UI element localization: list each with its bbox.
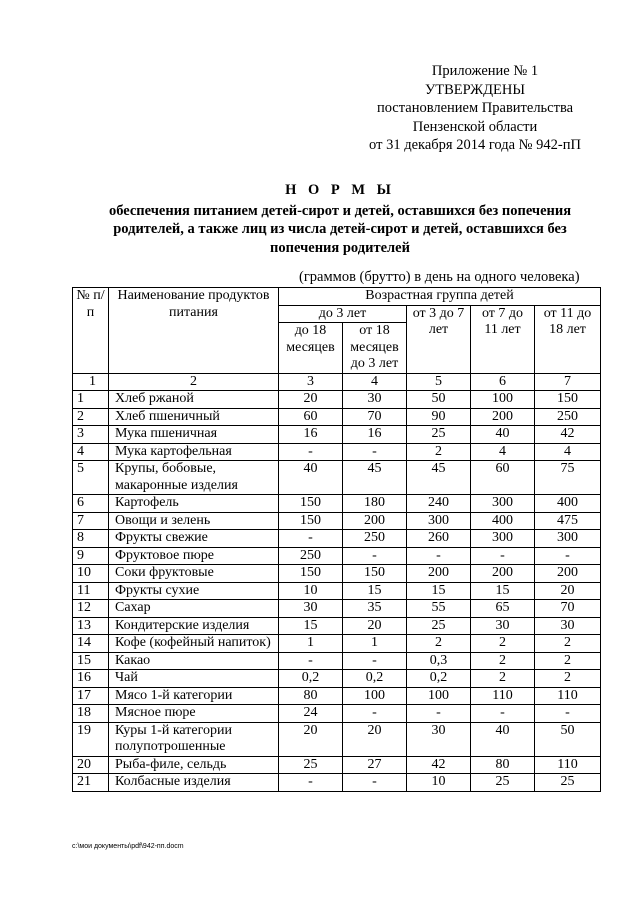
table-row (73, 756, 601, 774)
value-11-to-18: 200 (535, 565, 601, 583)
value-7-to-11: 2 (471, 652, 535, 670)
col-header-under-18-months: до 18 месяцев (279, 323, 343, 374)
value-18-months-to-3: 70 (343, 408, 407, 426)
value-under-18-months: 60 (279, 408, 343, 426)
value-7-to-11: - (471, 547, 535, 565)
col-header-7-to-11: от 7 до 11 лет (471, 305, 535, 373)
row-number: 2 (73, 408, 109, 426)
value-7-to-11: 300 (471, 530, 535, 548)
table-row (73, 635, 601, 653)
value-18-months-to-3: 15 (343, 582, 407, 600)
value-18-months-to-3: 20 (343, 617, 407, 635)
value-under-18-months: 20 (279, 722, 343, 756)
value-18-months-to-3: - (343, 547, 407, 565)
table-row (73, 565, 601, 583)
row-number: 11 (73, 582, 109, 600)
row-number: 8 (73, 530, 109, 548)
row-number: 18 (73, 705, 109, 723)
value-18-months-to-3: 250 (343, 530, 407, 548)
row-number: 20 (73, 756, 109, 774)
value-7-to-11: 65 (471, 600, 535, 618)
product-name: Какао (109, 652, 279, 670)
value-11-to-18: 75 (535, 461, 601, 495)
value-under-18-months: 16 (279, 426, 343, 444)
column-number: 5 (407, 373, 471, 391)
value-7-to-11: 80 (471, 756, 535, 774)
value-11-to-18: 70 (535, 600, 601, 618)
value-3-to-7: 260 (407, 530, 471, 548)
value-7-to-11: 400 (471, 512, 535, 530)
value-under-18-months: 80 (279, 687, 343, 705)
table-row (73, 652, 601, 670)
product-name: Фруктовое пюре (109, 547, 279, 565)
value-11-to-18: - (535, 705, 601, 723)
table-row (73, 582, 601, 600)
value-18-months-to-3: 100 (343, 687, 407, 705)
value-3-to-7: 45 (407, 461, 471, 495)
value-11-to-18: 110 (535, 756, 601, 774)
title-heading: Н О Р М Ы (285, 182, 395, 198)
value-11-to-18: 400 (535, 495, 601, 513)
value-11-to-18: 42 (535, 426, 601, 444)
value-11-to-18: 20 (535, 582, 601, 600)
table-row (73, 774, 601, 792)
column-number: 2 (109, 373, 279, 391)
row-number: 5 (73, 461, 109, 495)
value-18-months-to-3: 180 (343, 495, 407, 513)
col-header-11-to-18: от 11 до 18 лет (535, 305, 601, 373)
value-7-to-11: 25 (471, 774, 535, 792)
table-row (73, 408, 601, 426)
table-row (73, 617, 601, 635)
table-row (73, 687, 601, 705)
value-11-to-18: 50 (535, 722, 601, 756)
value-7-to-11: - (471, 705, 535, 723)
value-18-months-to-3: 45 (343, 461, 407, 495)
approval-line-2: Пензенской области (412, 118, 538, 135)
value-11-to-18: 475 (535, 512, 601, 530)
value-7-to-11: 110 (471, 687, 535, 705)
table-row (73, 547, 601, 565)
value-18-months-to-3: 20 (343, 722, 407, 756)
row-number: 6 (73, 495, 109, 513)
value-7-to-11: 30 (471, 617, 535, 635)
value-7-to-11: 100 (471, 391, 535, 409)
table-row (73, 426, 601, 444)
value-7-to-11: 200 (471, 565, 535, 583)
value-18-months-to-3: 0,2 (343, 670, 407, 688)
product-name: Колбасные изделия (109, 774, 279, 792)
product-name: Мука пшеничная (109, 426, 279, 444)
column-number: 7 (535, 373, 601, 391)
row-number: 9 (73, 547, 109, 565)
product-name: Куры 1-й категории полупотрошенные (109, 722, 279, 756)
value-3-to-7: 200 (407, 565, 471, 583)
value-3-to-7: - (407, 705, 471, 723)
product-name: Хлеб пшеничный (109, 408, 279, 426)
value-under-18-months: - (279, 443, 343, 461)
value-7-to-11: 60 (471, 461, 535, 495)
row-number: 7 (73, 512, 109, 530)
value-11-to-18: 300 (535, 530, 601, 548)
value-11-to-18: 250 (535, 408, 601, 426)
column-number: 3 (279, 373, 343, 391)
table-row (73, 530, 601, 548)
value-under-18-months: - (279, 530, 343, 548)
column-number: 1 (73, 373, 109, 391)
product-name: Фрукты сухие (109, 582, 279, 600)
value-18-months-to-3: 35 (343, 600, 407, 618)
value-7-to-11: 4 (471, 443, 535, 461)
product-name: Кондитерские изделия (109, 617, 279, 635)
value-3-to-7: 100 (407, 687, 471, 705)
row-number: 15 (73, 652, 109, 670)
units-note: (граммов (брутто) в день на одного человека) (299, 269, 580, 285)
value-3-to-7: 25 (407, 617, 471, 635)
table-row (73, 495, 601, 513)
value-3-to-7: 15 (407, 582, 471, 600)
value-3-to-7: 25 (407, 426, 471, 444)
value-under-18-months: 24 (279, 705, 343, 723)
row-number: 13 (73, 617, 109, 635)
row-number: 14 (73, 635, 109, 653)
value-3-to-7: 90 (407, 408, 471, 426)
row-number: 1 (73, 391, 109, 409)
value-18-months-to-3: 200 (343, 512, 407, 530)
product-name: Мясо 1-й категории (109, 687, 279, 705)
value-11-to-18: 110 (535, 687, 601, 705)
value-under-18-months: 40 (279, 461, 343, 495)
value-under-18-months: 150 (279, 565, 343, 583)
column-number: 4 (343, 373, 407, 391)
file-path-footer: c:\мои документы\pdf\942-пп.docm (72, 843, 184, 850)
value-11-to-18: 150 (535, 391, 601, 409)
value-under-18-months: 25 (279, 756, 343, 774)
value-under-18-months: - (279, 774, 343, 792)
product-name: Мясное пюре (109, 705, 279, 723)
table-row (73, 443, 601, 461)
col-header-under-3: до 3 лет (279, 305, 407, 323)
approved-label: УТВЕРЖДЕНЫ (424, 81, 526, 98)
value-7-to-11: 40 (471, 426, 535, 444)
product-name: Рыба-филе, сельдь (109, 756, 279, 774)
col-header-age-group: Возрастная группа детей (279, 288, 601, 306)
row-number: 21 (73, 774, 109, 792)
product-name: Картофель (109, 495, 279, 513)
value-under-18-months: 10 (279, 582, 343, 600)
table-row (73, 391, 601, 409)
value-under-18-months: 150 (279, 512, 343, 530)
value-under-18-months: 20 (279, 391, 343, 409)
title-line-2: родителей, а также лиц из числа детей-сирот и детей, оставшихся без (113, 221, 567, 237)
value-18-months-to-3: 30 (343, 391, 407, 409)
value-under-18-months: 0,2 (279, 670, 343, 688)
row-number: 4 (73, 443, 109, 461)
value-11-to-18: 2 (535, 652, 601, 670)
norms-table (72, 287, 601, 792)
table-row (73, 461, 601, 495)
value-7-to-11: 2 (471, 670, 535, 688)
value-18-months-to-3: - (343, 443, 407, 461)
value-18-months-to-3: 27 (343, 756, 407, 774)
row-number: 19 (73, 722, 109, 756)
title-line-3: попечения родителей (270, 239, 410, 256)
approval-block (330, 62, 620, 155)
approval-line-1: постановлением Правительства (376, 100, 574, 116)
value-3-to-7: 2 (407, 635, 471, 653)
value-7-to-11: 15 (471, 582, 535, 600)
product-name: Чай (109, 670, 279, 688)
value-18-months-to-3: 150 (343, 565, 407, 583)
value-3-to-7: 50 (407, 391, 471, 409)
value-3-to-7: 300 (407, 512, 471, 530)
value-3-to-7: 10 (407, 774, 471, 792)
value-under-18-months: 150 (279, 495, 343, 513)
document-title (60, 181, 620, 257)
value-under-18-months: 250 (279, 547, 343, 565)
approval-line-3: от 31 декабря 2014 года № 942-пП (369, 137, 581, 153)
value-3-to-7: 2 (407, 443, 471, 461)
value-11-to-18: 2 (535, 670, 601, 688)
col-header-name: Наименование продуктов питания (109, 288, 279, 374)
value-18-months-to-3: 1 (343, 635, 407, 653)
product-name: Овощи и зелень (109, 512, 279, 530)
value-under-18-months: 30 (279, 600, 343, 618)
table-row (73, 600, 601, 618)
value-under-18-months: 15 (279, 617, 343, 635)
value-11-to-18: 25 (535, 774, 601, 792)
product-name: Кофе (кофейный напиток) (109, 635, 279, 653)
product-name: Крупы, бобовые, макаронные изделия (109, 461, 279, 495)
value-3-to-7: 30 (407, 722, 471, 756)
row-number: 12 (73, 600, 109, 618)
table-row (73, 512, 601, 530)
value-under-18-months: - (279, 652, 343, 670)
value-18-months-to-3: - (343, 705, 407, 723)
value-18-months-to-3: - (343, 652, 407, 670)
value-18-months-to-3: 16 (343, 426, 407, 444)
value-11-to-18: 2 (535, 635, 601, 653)
value-3-to-7: 42 (407, 756, 471, 774)
product-name: Хлеб ржаной (109, 391, 279, 409)
col-header-num: № п/п (73, 288, 109, 374)
product-name: Мука картофельная (109, 443, 279, 461)
row-number: 3 (73, 426, 109, 444)
value-18-months-to-3: - (343, 774, 407, 792)
product-name: Сахар (109, 600, 279, 618)
value-7-to-11: 2 (471, 635, 535, 653)
title-line-1: обеспечения питанием детей-сирот и детей, оставшихся без попечения (108, 202, 572, 219)
value-3-to-7: 55 (407, 600, 471, 618)
attachment-label: Приложение № 1 (431, 63, 539, 79)
value-7-to-11: 40 (471, 722, 535, 756)
value-under-18-months: 1 (279, 635, 343, 653)
value-7-to-11: 200 (471, 408, 535, 426)
row-number: 17 (73, 687, 109, 705)
value-3-to-7: 240 (407, 495, 471, 513)
column-number: 6 (471, 373, 535, 391)
value-3-to-7: 0,3 (407, 652, 471, 670)
row-number: 16 (73, 670, 109, 688)
value-11-to-18: 4 (535, 443, 601, 461)
value-7-to-11: 300 (471, 495, 535, 513)
product-name: Соки фруктовые (109, 565, 279, 583)
value-11-to-18: 30 (535, 617, 601, 635)
value-3-to-7: - (407, 547, 471, 565)
value-11-to-18: - (535, 547, 601, 565)
col-header-3-to-7: от 3 до 7 лет (407, 305, 471, 373)
table-row (73, 670, 601, 688)
value-3-to-7: 0,2 (407, 670, 471, 688)
table-row (73, 722, 601, 756)
column-number-row (73, 373, 601, 391)
col-header-18-months-to-3: от 18 месяцев до 3 лет (343, 323, 407, 374)
row-number: 10 (73, 565, 109, 583)
table-row (73, 705, 601, 723)
product-name: Фрукты свежие (109, 530, 279, 548)
